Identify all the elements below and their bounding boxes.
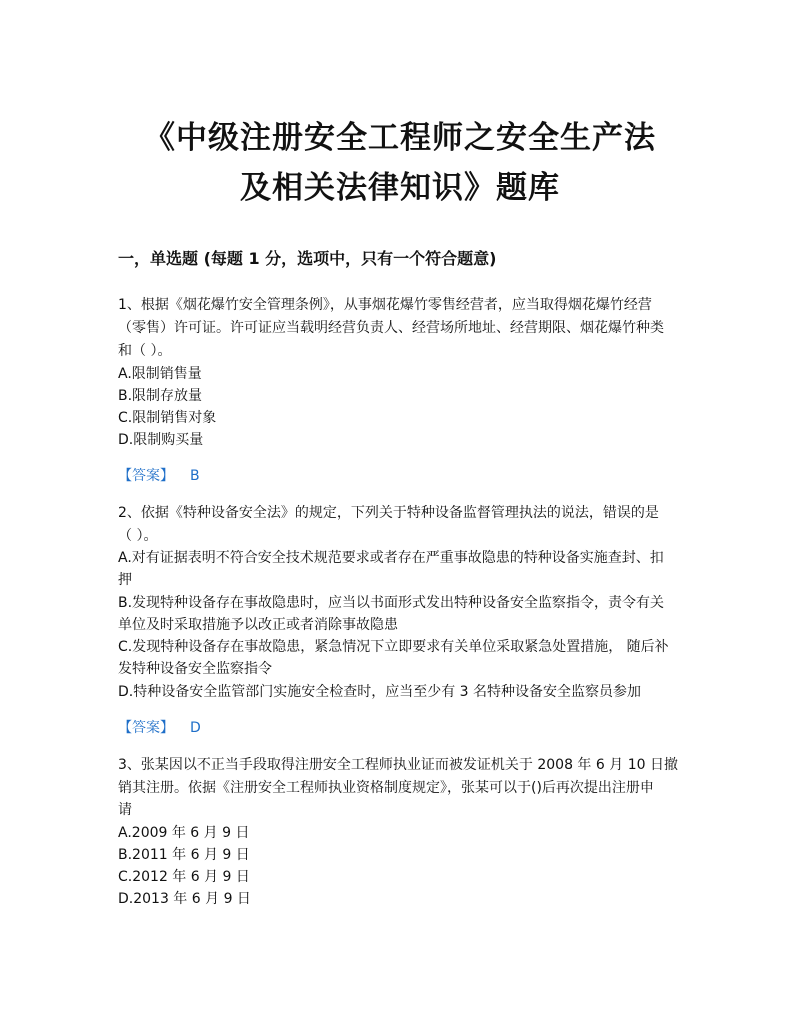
question-1-option-d: D.限制购买量	[118, 432, 204, 448]
question-3-text-line: 3、张某因以不正当手段取得注册安全工程师执业证而被发证机关于 2008 年 6 月 10 日撤	[118, 757, 678, 773]
question-2-option-c: C.发现特种设备存在事故隐患，紧急情况下立即要求有关单位采取紧急处置措施， 随后补	[118, 639, 669, 655]
question-2-option-a-cont: 押	[118, 572, 132, 588]
question-3-text-line: 请	[118, 802, 132, 818]
answer-label: 【答案】	[118, 720, 174, 736]
section-heading: 一，单选题 (每题 1 分，选项中，只有一个符合题意)	[118, 249, 497, 268]
question-3-option-b: B.2011 年 6 月 9 日	[118, 847, 250, 863]
question-3-option-c: C.2012 年 6 月 9 日	[118, 869, 250, 885]
question-1-answer	[118, 466, 200, 486]
question-3-text-line: 销其注册。依据《注册安全工程师执业资格制度规定》，张某可以于()后再次提出注册申	[118, 780, 654, 796]
question-1-option-c: C.限制销售对象	[118, 410, 217, 426]
document-title-line-2: 及相关法律知识》题库	[240, 170, 560, 206]
question-1-text-line: 和（ ）。	[118, 343, 172, 359]
question-2-option-b: B.发现特种设备存在事故隐患时，应当以书面形式发出特种设备安全监察指令，责令有关	[118, 595, 665, 611]
question-2-answer	[118, 718, 201, 738]
question-1-text-line: （零售）许可证。许可证应当载明经营负责人、经营场所地址、经营期限、烟花爆竹种类	[118, 320, 664, 336]
question-2-option-c-cont: 发特种设备安全监察指令	[118, 661, 272, 677]
question-3-option-a: A.2009 年 6 月 9 日	[118, 825, 250, 841]
document-title-line-1: 《中级注册安全工程师之安全生产法	[144, 120, 656, 156]
question-1-text-line: 1、根据《烟花爆竹安全管理条例》，从事烟花爆竹零售经营者，应当取得烟花爆竹经营	[118, 297, 652, 313]
answer-label: 【答案】	[118, 468, 174, 484]
question-2-text-line: 2、依据《特种设备安全法》的规定，下列关于特种设备监督管理执法的说法，错误的是	[118, 505, 659, 521]
question-1-option-b: B.限制存放量	[118, 388, 203, 404]
answer-value: D	[190, 720, 201, 736]
question-3-option-d: D.2013 年 6 月 9 日	[118, 891, 251, 907]
question-1-option-a: A.限制销售量	[118, 366, 202, 382]
question-2-option-a: A.对有证据表明不符合安全技术规范要求或者存在严重事故隐患的特种设备实施查封、扣	[118, 550, 664, 566]
question-2-text-line: （ ）。	[118, 528, 158, 544]
answer-value: B	[190, 468, 200, 484]
question-2-option-d: D.特种设备安全监管部门实施安全检查时，应当至少有 3 名特种设备安全监察员参加	[118, 684, 642, 700]
question-2-option-b-cont: 单位及时采取措施予以改正或者消除事故隐患	[118, 617, 398, 633]
